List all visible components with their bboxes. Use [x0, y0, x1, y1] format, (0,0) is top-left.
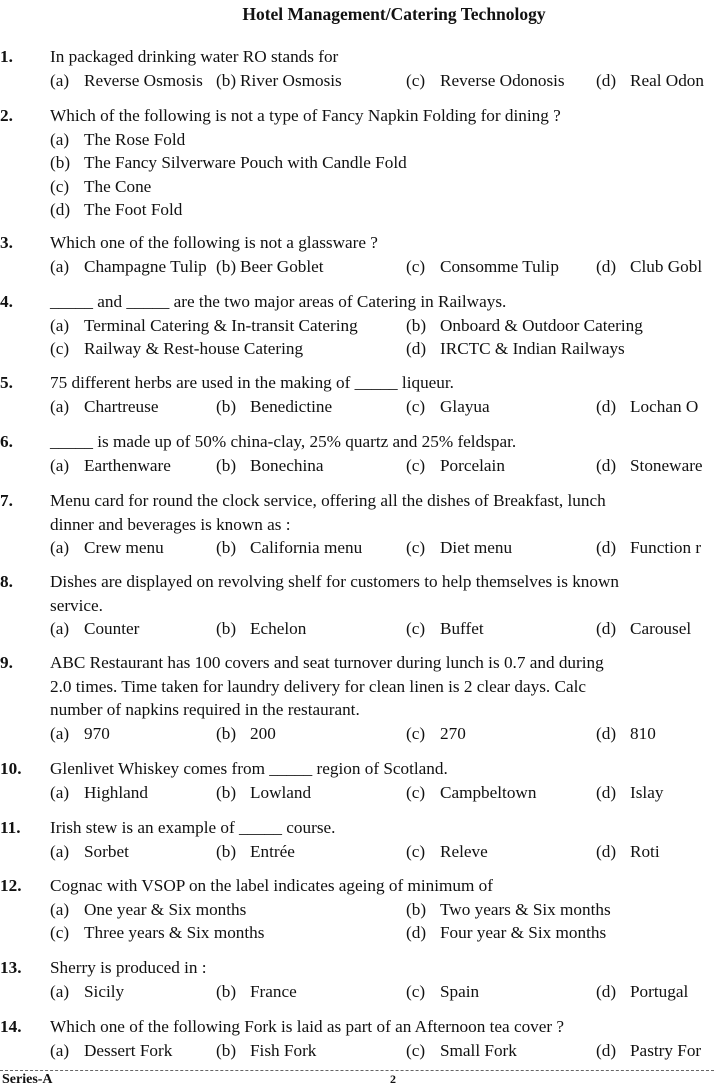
series-label: Series-A [2, 1072, 53, 1087]
question-number: 10. [0, 759, 22, 778]
answer-option [406, 255, 559, 279]
question-text: Which one of the following Fork is laid as part of an Afternoon tea cover ? [50, 1017, 565, 1036]
option-label: (a) [50, 396, 70, 416]
answer-option [406, 921, 606, 945]
question-text: Glenlivet Whiskey comes from _____ region of Scotland. [50, 759, 448, 778]
option-text: Glayua [440, 396, 490, 416]
option-label: (a) [50, 129, 70, 149]
question-text: ABC Restaurant has 100 covers and seat turnover during lunch is 0.7 and during [50, 653, 604, 672]
option-text: 970 [84, 723, 110, 743]
answer-option [596, 980, 688, 1004]
question-number: 14. [0, 1017, 22, 1036]
option-text: Lowland [250, 782, 312, 802]
option-label: (b) [216, 70, 237, 90]
option-text: Two years & Six months [440, 899, 611, 919]
option-text: The Foot Fold [84, 200, 183, 219]
answer-option [216, 536, 362, 560]
option-text: IRCTC & Indian Railways [440, 339, 625, 358]
option-text: The Fancy Silverware Pouch with Candle Fold [84, 153, 407, 172]
option-text: The Cone [84, 176, 152, 196]
option-label: (b) [216, 619, 237, 638]
answer-option [50, 69, 203, 93]
answer-option [216, 69, 342, 93]
answer-option [596, 781, 663, 805]
answer-option [50, 454, 171, 478]
option-label: (a) [50, 782, 70, 802]
option-label: (b) [216, 538, 237, 557]
option-text: Sorbet [84, 841, 129, 861]
option-text: Campbeltown [440, 782, 537, 802]
question-text: Menu card for round the clock service, offering all the dishes of Breakfast, lunch [50, 491, 606, 510]
option-label: (d) [406, 923, 427, 942]
question-text: Which of the following is not a type of Fancy Napkin Folding for dining ? [50, 106, 561, 125]
option-text: Releve [440, 841, 488, 861]
answer-option [406, 536, 512, 560]
answer-option [216, 454, 324, 478]
question-number: 4. [0, 292, 13, 311]
option-label: (c) [50, 923, 70, 942]
option-text: Onboard & Outdoor Catering [440, 315, 643, 335]
option-label: (b) [406, 315, 427, 335]
option-text: Terminal Catering & In-transit Catering [84, 315, 358, 335]
option-text: France [250, 981, 297, 1001]
option-text: Function r [630, 538, 702, 557]
question-number: 11. [0, 818, 21, 837]
option-label: (d) [596, 256, 617, 276]
option-text: Roti [630, 841, 660, 861]
option-text: Counter [84, 619, 140, 638]
option-text: Stoneware [630, 455, 703, 475]
option-text: Champagne Tulip [84, 256, 207, 276]
option-label: (b) [216, 723, 237, 743]
question-number: 2. [0, 106, 13, 125]
answer-option [406, 395, 490, 419]
option-label: (a) [50, 723, 70, 743]
option-label: (a) [50, 841, 70, 861]
answer-option [50, 337, 303, 361]
option-label: (b) [50, 153, 71, 172]
option-label: (d) [596, 723, 617, 743]
question-text: number of napkins required in the restaurant. [50, 700, 360, 719]
option-text: Fish Fork [250, 1040, 317, 1060]
option-text: Pastry For [630, 1040, 702, 1060]
option-label: (c) [406, 70, 426, 90]
option-text: Reverse Odonosis [440, 70, 565, 90]
answer-option [50, 840, 129, 864]
answer-option [50, 980, 124, 1004]
answer-option [596, 840, 660, 864]
question-text: Irish stew is an example of _____ course. [50, 818, 336, 837]
answer-option [406, 314, 643, 338]
option-text: Highland [84, 782, 148, 802]
option-label: (a) [50, 455, 70, 475]
option-text: Entrée [250, 841, 295, 861]
answer-option [596, 1039, 701, 1063]
option-label: (b) [216, 841, 237, 861]
option-label: (d) [406, 339, 427, 358]
answer-option [596, 395, 698, 419]
question-number: 8. [0, 572, 13, 591]
question-number: 12. [0, 876, 22, 895]
answer-option [50, 1039, 172, 1063]
answer-option [50, 395, 158, 419]
option-label: (d) [596, 841, 617, 861]
question-text: Sherry is produced in : [50, 958, 207, 977]
option-label: (d) [596, 981, 617, 1001]
answer-option [406, 840, 488, 864]
answer-option [596, 454, 703, 478]
option-label: (d) [596, 396, 617, 416]
option-label: (a) [50, 899, 70, 919]
answer-option [216, 722, 276, 746]
option-text: Spain [440, 981, 480, 1001]
option-label: (a) [50, 981, 70, 1001]
answer-option [596, 255, 702, 279]
question-number: 7. [0, 491, 13, 510]
option-label: (b) [406, 899, 427, 919]
option-label: (a) [50, 619, 70, 638]
answer-option [50, 722, 110, 746]
option-text: Islay [630, 782, 664, 802]
option-label: (a) [50, 1040, 70, 1060]
option-label: (c) [50, 176, 70, 196]
option-text: Porcelain [440, 455, 505, 475]
option-text: Four year & Six months [440, 923, 607, 942]
answer-option [596, 69, 704, 93]
option-text: Buffet [440, 619, 484, 638]
question-number: 13. [0, 958, 22, 977]
option-text: Lochan O [630, 396, 699, 416]
option-label: (c) [406, 455, 426, 475]
option-label: (b) [216, 782, 237, 802]
answer-option [216, 395, 332, 419]
answer-option [406, 69, 565, 93]
option-text: One year & Six months [84, 899, 247, 919]
option-text: Reverse Osmosis [84, 70, 203, 90]
answer-option [50, 781, 148, 805]
question-text: 2.0 times. Time taken for laundry delivery for clean linen is 2 clear days. Calc [50, 676, 587, 696]
question-text: Cognac with VSOP on the label indicates ageing of minimum of [50, 876, 493, 895]
option-label: (c) [406, 841, 426, 861]
answer-option [216, 255, 324, 279]
question-number: 5. [0, 373, 13, 392]
option-text: Benedictine [250, 396, 333, 416]
option-label: (a) [50, 315, 70, 335]
answer-option [50, 898, 246, 922]
question-text: Which one of the following is not a glassware ? [50, 233, 378, 252]
answer-option [50, 617, 139, 641]
answer-option [50, 128, 185, 152]
option-text: 810 [630, 723, 656, 743]
option-text: Crew menu [84, 538, 164, 557]
option-text: Railway & Rest-house Catering [84, 339, 304, 358]
answer-option [216, 840, 295, 864]
answer-option [216, 617, 306, 641]
option-text: River Osmosis [240, 70, 342, 90]
answer-option [406, 1039, 517, 1063]
answer-option [596, 617, 691, 641]
option-text: Earthenware [84, 455, 171, 475]
option-label: (c) [406, 538, 426, 557]
footer-divider [0, 1070, 714, 1071]
option-text: Club Gobl [630, 256, 703, 276]
option-text: Small Fork [440, 1040, 517, 1060]
answer-option [50, 536, 164, 560]
option-label: (b) [216, 981, 237, 1001]
option-label: (a) [50, 538, 70, 557]
option-label: (d) [596, 538, 617, 557]
option-text: Diet menu [440, 538, 513, 557]
option-text: 200 [250, 723, 276, 743]
question-number: 3. [0, 233, 13, 252]
option-label: (a) [50, 256, 70, 276]
option-label: (d) [596, 619, 617, 638]
answer-option [50, 151, 407, 175]
option-text: Three years & Six months [84, 923, 265, 942]
option-text: Portugal [630, 981, 689, 1001]
option-label: (c) [406, 619, 426, 638]
option-label: (d) [596, 1040, 617, 1060]
option-label: (c) [406, 723, 426, 743]
option-label: (b) [216, 1040, 237, 1060]
option-label: (c) [406, 1040, 426, 1060]
option-label: (b) [216, 396, 237, 416]
option-label: (c) [406, 782, 426, 802]
answer-option [406, 454, 505, 478]
option-text: Chartreuse [84, 396, 159, 416]
option-text: Carousel [630, 619, 692, 638]
answer-option [50, 198, 182, 222]
question-number: 6. [0, 432, 13, 451]
answer-option [406, 337, 625, 361]
question-text: service. [50, 595, 103, 615]
answer-option [406, 898, 611, 922]
option-label: (a) [50, 70, 70, 90]
answer-option [406, 722, 466, 746]
page-number: 2 [390, 1072, 396, 1086]
question-text: 75 different herbs are used in the making of _____ liqueur. [50, 373, 454, 392]
question-text: _____ and _____ are the two major areas of Catering in Railways. [50, 292, 507, 311]
answer-option [216, 781, 311, 805]
answer-option [406, 617, 484, 641]
question-number: 1. [0, 47, 13, 66]
answer-option [50, 175, 151, 199]
option-label: (d) [50, 200, 71, 219]
option-text: Dessert Fork [84, 1040, 173, 1060]
option-text: Bonechina [250, 455, 324, 475]
option-label: (b) [216, 455, 237, 475]
option-text: Beer Goblet [240, 256, 324, 276]
question-text: dinner and beverages is known as : [50, 514, 291, 534]
option-label: (c) [406, 256, 426, 276]
answer-option [50, 921, 264, 945]
page-title: Hotel Management/Catering Technology [242, 4, 546, 24]
answer-option [50, 255, 207, 279]
question-text: In packaged drinking water RO stands for [50, 47, 339, 66]
question-text: Dishes are displayed on revolving shelf for customers to help themselves is known [50, 572, 619, 591]
option-label: (c) [406, 981, 426, 1001]
answer-option [406, 980, 479, 1004]
option-text: California menu [250, 538, 363, 557]
option-text: Sicily [84, 981, 125, 1001]
option-text: Consomme Tulip [440, 256, 559, 276]
option-label: (d) [596, 782, 617, 802]
answer-option [216, 1039, 316, 1063]
option-text: Real Odon [630, 70, 704, 90]
option-text: 270 [440, 723, 466, 743]
question-number: 9. [0, 653, 13, 672]
question-text: _____ is made up of 50% china-clay, 25% quartz and 25% feldspar. [50, 432, 517, 451]
answer-option [50, 314, 358, 338]
answer-option [596, 536, 701, 560]
option-text: The Rose Fold [84, 129, 186, 149]
option-label: (d) [596, 455, 617, 475]
option-label: (b) [216, 256, 237, 276]
answer-option [596, 722, 656, 746]
option-text: Echelon [250, 619, 307, 638]
option-label: (c) [50, 339, 70, 358]
option-label: (c) [406, 396, 426, 416]
option-label: (d) [596, 70, 617, 90]
answer-option [216, 980, 297, 1004]
answer-option [406, 781, 536, 805]
